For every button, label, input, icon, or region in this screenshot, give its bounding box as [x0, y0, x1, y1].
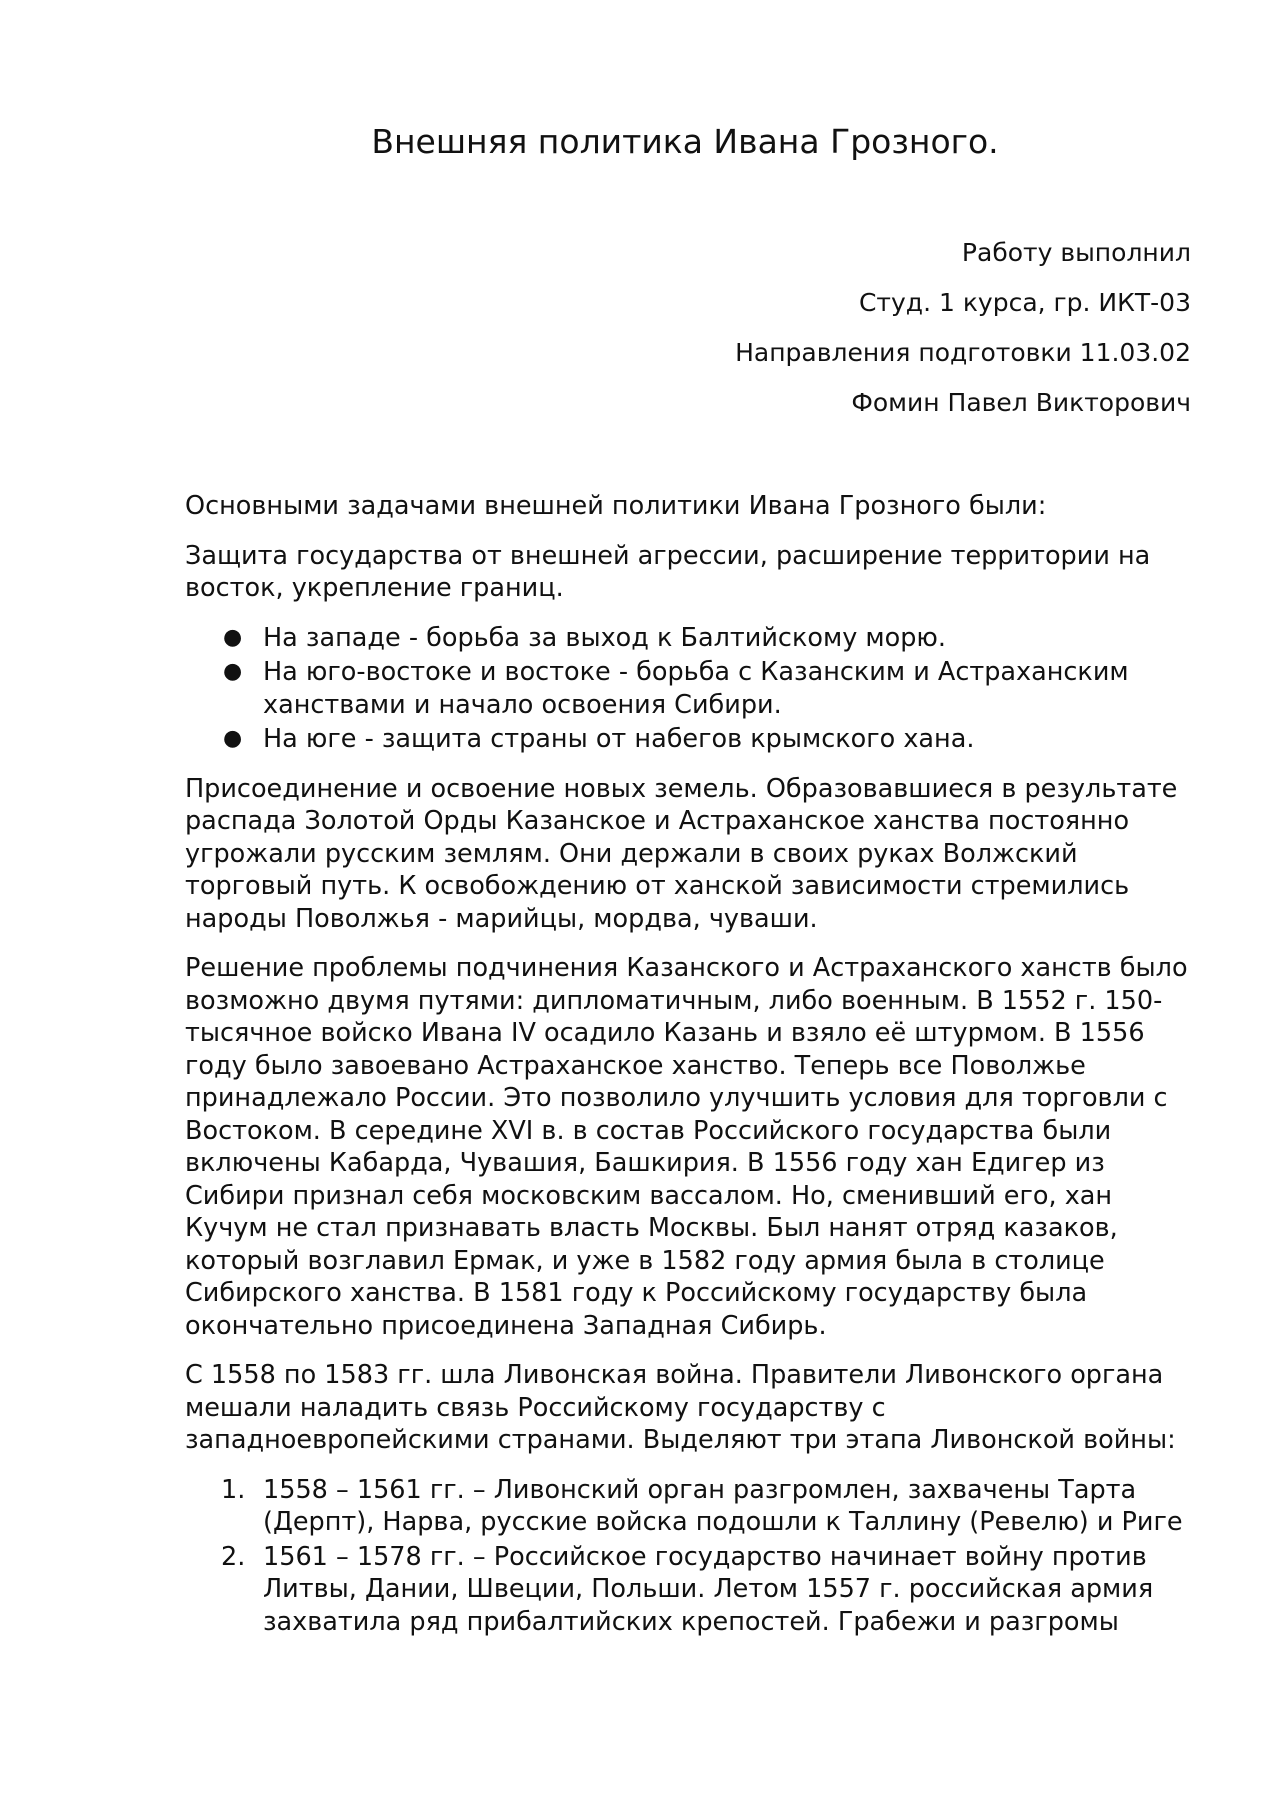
author-block [735, 238, 1191, 438]
list-item [185, 723, 1195, 756]
list-item [185, 1474, 1195, 1539]
author-line: Направления подготовки 11.03.02 [735, 338, 1191, 367]
list-number: 2. [221, 1541, 246, 1572]
author-line: Фомин Павел Викторович [851, 388, 1191, 417]
author-line: Работу выполнил [961, 238, 1191, 267]
livonian-paragraph: С 1558 по 1583 гг. шла Ливонская война. Правители Ливонского органа мешали наладить связь Российскому государству с западноевропейскими странами. Выделяют три этапа Ливонской войны: [185, 1360, 1176, 1455]
document-title: Внешняя политика Ивана Грозного. [371, 122, 999, 161]
list-number: 1. [221, 1474, 246, 1505]
intro-paragraph: Основными задачами внешней политики Ивана Грозного были: [185, 491, 1047, 521]
directions-list [185, 622, 1195, 756]
list-item [185, 1541, 1195, 1639]
bullet-icon: ● [223, 726, 243, 751]
list-item-text: 1558 – 1561 гг. – Ливонский орган разгромлен, захвачены Тарта (Дерпт), Нарва, русские войска подошли к Таллину (Ревелю) и Риге [263, 1474, 1183, 1537]
list-item-text: 1561 – 1578 гг. – Российское государство начинает войну против Литвы, Дании, Швеции, Польши. Летом 1557 г. российская армия захватила ряд прибалтийских крепостей. Грабежи и разгромы [263, 1541, 1154, 1637]
lands-paragraph: Присоединение и освоение новых земель. Образовавшиеся в результате распада Золотой Орды Казанское и Астраханское ханства постоянно угрожали русским землям. Они держали в своих руках Волжский торговый путь. К освобождению от ханской зависимости стремились народы Поволжья - марийцы, мордва, чуваши. [185, 773, 1178, 934]
author-line: Студ. 1 курса, гр. ИКТ-03 [858, 288, 1191, 317]
list-item [185, 656, 1195, 721]
list-item-text: На юге - защита страны от набегов крымского хана. [263, 724, 975, 754]
livonian-stages-list [185, 1474, 1195, 1639]
bullet-icon: ● [223, 659, 243, 684]
tasks-paragraph: Защита государства от внешней агрессии, расширение территории на восток, укрепление границ. [185, 540, 1151, 603]
khanates-paragraph: Решение проблемы подчинения Казанского и Астраханского ханств было возможно двумя путями: дипломатичным, либо военным. В 1552 г. 150-тысячное войско Ивана IV осадило Казань и взяло её штурмом. В 1556 году было завоевано Астраханское ханство. Теперь все Поволжье принадлежало России. Это позволило улучшить условия для торговли с Востоком. В середине XVI в. в состав Российского государства были включены Кабарда, Чувашия, Башкирия. В 1556 году хан Едигер из Сибири признал себя московским вассалом. Но, сменивший его, хан Кучум не стал признавать власть Москвы. Был нанят отряд казаков, который возглавил Ермак, и уже в 1582 году армия была в столице Сибирского ханства. В 1581 году к Российскому государству была окончательно присоединена Западная Сибирь. [185, 953, 1188, 1341]
list-item-text: На юго-востоке и востоке - борьба с Казанским и Астраханским ханствами и начало освоения Сибири. [263, 657, 1129, 720]
bullet-icon: ● [223, 624, 243, 650]
list-item [185, 622, 1195, 655]
document-body [185, 490, 1195, 1655]
list-item-text: На западе - борьба за выход к Балтийскому морю. [263, 622, 946, 653]
